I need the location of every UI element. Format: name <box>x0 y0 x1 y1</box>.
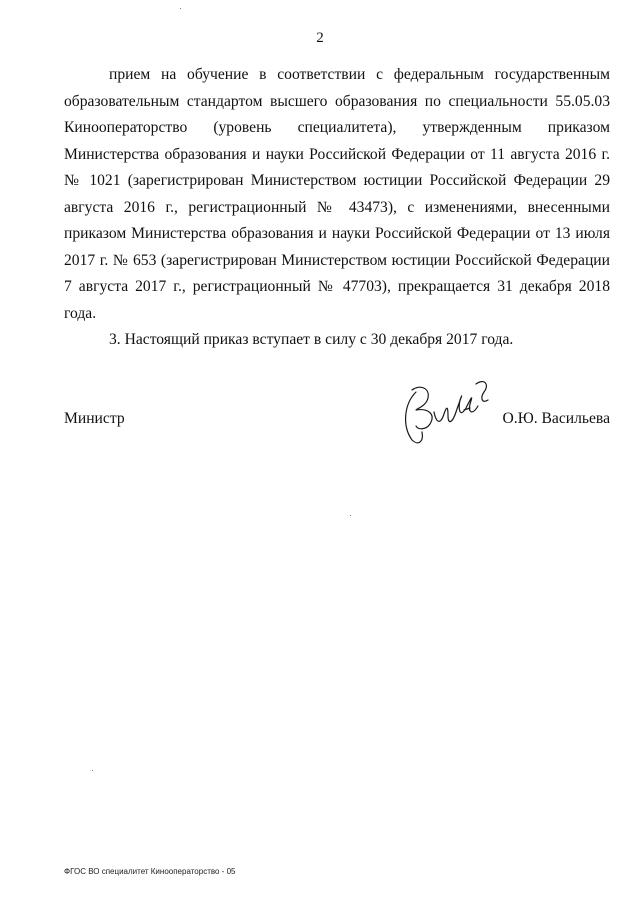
signature-block <box>64 410 610 440</box>
footer-note: ФГОС ВО специалитет Кинооператорство - 05 <box>64 867 236 876</box>
scan-speck <box>92 770 93 771</box>
scan-speck <box>180 8 181 9</box>
page-number: 2 <box>316 30 324 46</box>
handwritten-signature <box>398 370 498 450</box>
document-body <box>64 62 610 354</box>
signer-name: О.Ю. Васильева <box>502 410 610 427</box>
scan-speck <box>350 515 351 516</box>
paragraph-effective-date: 3. Настоящий приказ вступает в силу с 30 декабря 2017 года. <box>109 331 514 348</box>
signer-title: Министр <box>64 410 125 427</box>
paragraph-termination: прием на обучение в соответствии с федеральным государственным образовательным стандартом высшего образования по специальности 55.05.03 Кинооператорство (уровень специалитета), утвержденным приказом Министерства образования и науки Российской Федерации от 11 августа 2016 г. № 1021 (зарегистрирован Министерством юстиции Российской Федерации 29 августа 2016 г., регистрационный № 43473), с изменениями, внесенными приказом Министерства образования и науки Российской Федерации от 13 июля 2017 г. № 653 (зарегистрирован Министерством юстиции Российской Федерации 7 августа 2017 г., регистрационный № 47703), прекращается 31 декабря 2018 года. <box>64 66 610 322</box>
